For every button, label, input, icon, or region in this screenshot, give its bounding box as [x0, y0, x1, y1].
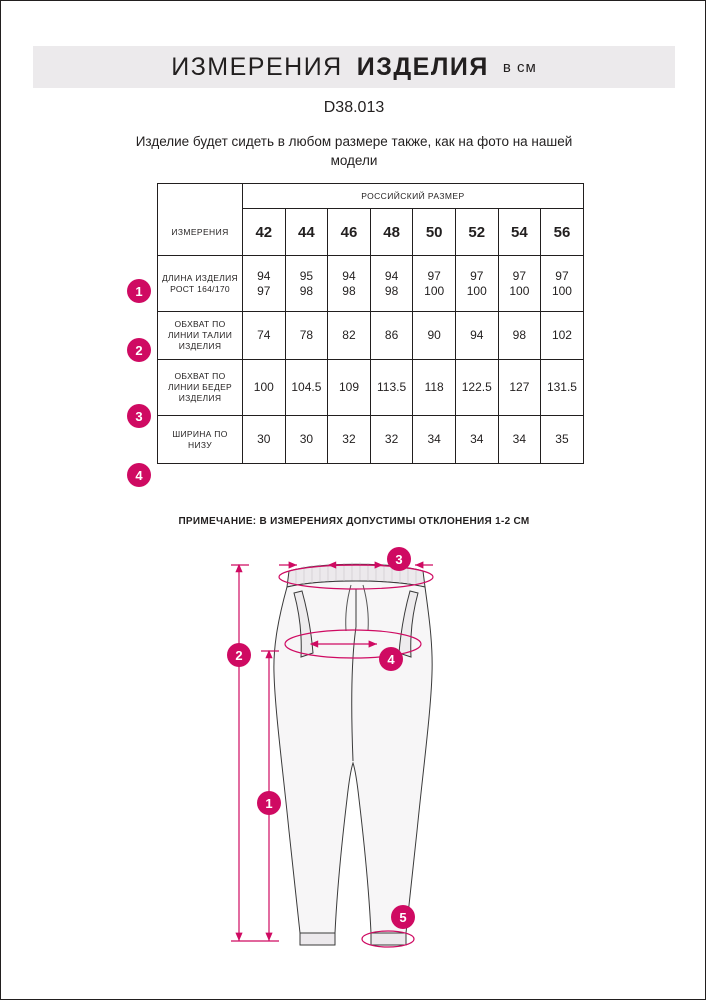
cell-waist-50: 90 — [413, 312, 456, 360]
cell-waist-56: 102 — [541, 312, 584, 360]
cell-waist-44: 78 — [285, 312, 328, 360]
cell-length-48: 94 98 — [370, 256, 413, 312]
size-header-44: 44 — [285, 209, 328, 256]
measurements-header: ИЗМЕРЕНИЯ — [158, 209, 243, 256]
table-row — [158, 256, 584, 312]
diagram-marker-3-label: 3 — [395, 552, 403, 567]
cell-length-46: 94 98 — [328, 256, 371, 312]
row-marker-1: 1 — [127, 279, 151, 303]
table-row — [158, 312, 584, 360]
row-marker-4: 4 — [127, 463, 151, 487]
row-label-length: ДЛИНА ИЗДЕЛИЯ РОСТ 164/170 — [158, 256, 243, 312]
cell-hem-42: 30 — [243, 416, 286, 464]
cell-hem-56: 35 — [541, 416, 584, 464]
cell-hem-48: 32 — [370, 416, 413, 464]
model-code: D38.013 — [323, 99, 385, 116]
title-units: в см — [502, 58, 537, 76]
cell-hips-42: 100 — [243, 360, 286, 416]
subtitle-text: Изделие будет сидеть в любом размере также, как на фото на нашей модели — [135, 134, 573, 168]
row-label-waist: ОБХВАТ ПО ЛИНИИ ТАЛИИ ИЗДЕЛИЯ — [158, 312, 243, 360]
cell-length-52: 97 100 — [455, 256, 498, 312]
title-product: ИЗДЕЛИЯ — [356, 52, 489, 81]
size-header-56: 56 — [541, 209, 584, 256]
cell-hips-52: 122.5 — [455, 360, 498, 416]
cell-waist-52: 94 — [455, 312, 498, 360]
size-header-50: 50 — [413, 209, 456, 256]
page-title — [33, 46, 675, 88]
cell-waist-42: 74 — [243, 312, 286, 360]
measurements-table — [157, 183, 583, 464]
cell-hem-52: 34 — [455, 416, 498, 464]
cell-hips-56: 131.5 — [541, 360, 584, 416]
garment-diagram — [201, 541, 511, 961]
diagram-marker-1-label: 1 — [265, 796, 273, 811]
size-header-48: 48 — [370, 209, 413, 256]
row-marker-3: 3 — [127, 404, 151, 428]
cell-hem-54: 34 — [498, 416, 541, 464]
diagram-marker-4-label: 4 — [387, 652, 395, 667]
table-header-row-group — [158, 184, 584, 209]
row-label-hem-width: ШИРИНА ПО НИЗУ — [158, 416, 243, 464]
cell-length-42: 94 97 — [243, 256, 286, 312]
row-label-hips: ОБХВАТ ПО ЛИНИИ БЕДЕР ИЗДЕЛИЯ — [158, 360, 243, 416]
cell-hips-46: 109 — [328, 360, 371, 416]
cell-length-50: 97 100 — [413, 256, 456, 312]
diagram-marker-2-label: 2 — [235, 648, 243, 663]
cell-hem-44: 30 — [285, 416, 328, 464]
trousers-illustration — [274, 564, 432, 945]
cell-waist-48: 86 — [370, 312, 413, 360]
table-row — [158, 360, 584, 416]
cell-hem-50: 34 — [413, 416, 456, 464]
cell-hem-46: 32 — [328, 416, 371, 464]
cell-waist-54: 98 — [498, 312, 541, 360]
table-header-row-sizes — [158, 209, 584, 256]
size-group-header: РОССИЙСКИЙ РАЗМЕР — [243, 184, 584, 209]
cell-hips-48: 113.5 — [370, 360, 413, 416]
cell-hips-50: 118 — [413, 360, 456, 416]
diagram-marker-5-label: 5 — [399, 910, 407, 925]
size-header-42: 42 — [243, 209, 286, 256]
cell-length-44: 95 98 — [285, 256, 328, 312]
cell-hips-44: 104.5 — [285, 360, 328, 416]
corner-cell — [158, 184, 243, 209]
size-header-54: 54 — [498, 209, 541, 256]
row-marker-2: 2 — [127, 338, 151, 362]
note-text: ПРИМЕЧАНИЕ: В ИЗМЕРЕНИЯХ ДОПУСТИМЫ ОТКЛОНЕНИЯ 1-2 СМ — [178, 516, 530, 527]
table-row — [158, 416, 584, 464]
title-measurements: ИЗМЕРЕНИЯ — [171, 52, 343, 81]
cell-waist-46: 82 — [328, 312, 371, 360]
cell-hips-54: 127 — [498, 360, 541, 416]
size-header-52: 52 — [455, 209, 498, 256]
cell-length-56: 97 100 — [541, 256, 584, 312]
size-header-46: 46 — [328, 209, 371, 256]
cell-length-54: 97 100 — [498, 256, 541, 312]
